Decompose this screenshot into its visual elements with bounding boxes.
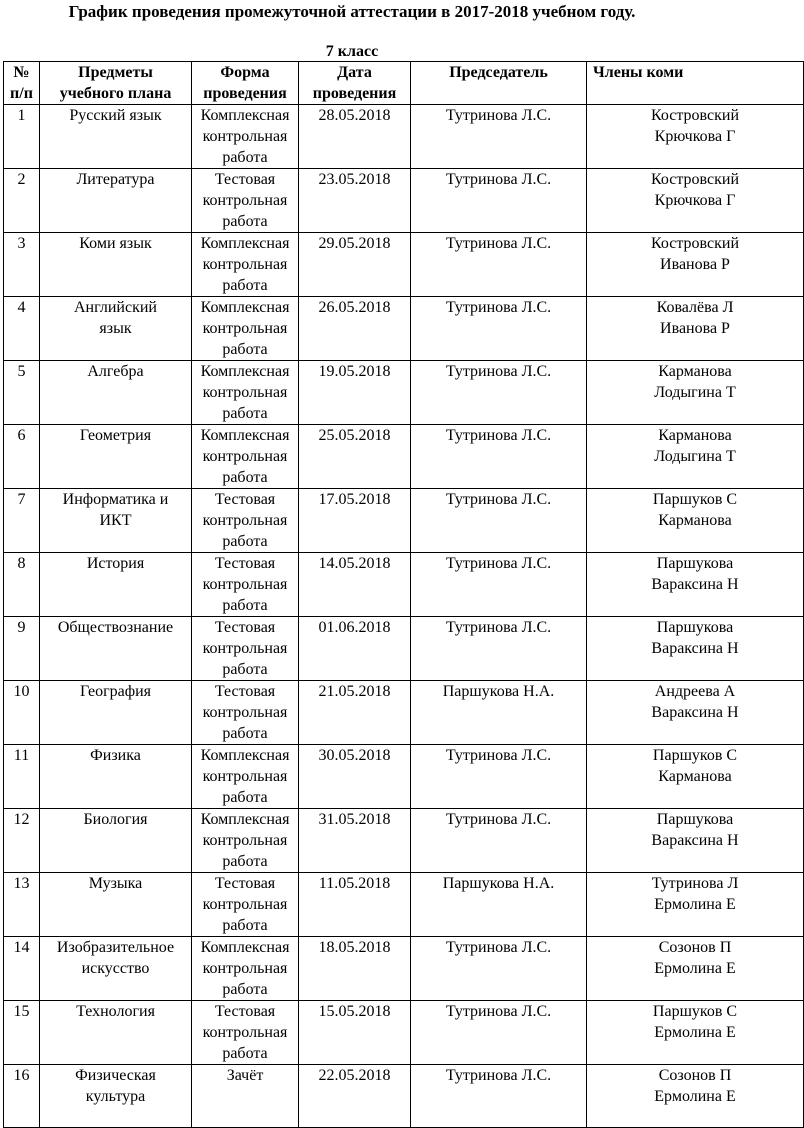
row-number: 14: [4, 937, 40, 1001]
members-cell: Костровский Иванова Р: [587, 233, 804, 297]
date-cell: 17.05.2018: [299, 489, 411, 553]
header-num: № п/п: [4, 62, 40, 105]
subject-cell: Биология: [40, 809, 192, 873]
subject-cell: Алгебра: [40, 361, 192, 425]
row-number: 13: [4, 873, 40, 937]
members-cell: Костровский Крючкова Г: [587, 105, 804, 169]
chair-cell: Тутринова Л.С.: [411, 937, 587, 1001]
table-row: [4, 553, 804, 617]
members-cell: Карманова Лодыгина Т: [587, 361, 804, 425]
members-cell: Тутринова Л Ермолина Е: [587, 873, 804, 937]
members-cell: Созонов П Ермолина Е: [587, 1065, 804, 1128]
date-cell: 11.05.2018: [299, 873, 411, 937]
form-cell: Комплексная контрольная работа: [192, 809, 299, 873]
subject-cell: Технология: [40, 1001, 192, 1065]
form-cell: Комплексная контрольная работа: [192, 297, 299, 361]
members-cell: Карманова Лодыгина Т: [587, 425, 804, 489]
table-row: [4, 745, 804, 809]
chair-cell: Паршукова Н.А.: [411, 873, 587, 937]
header-chair: Председатель: [411, 62, 587, 105]
table-row: [4, 937, 804, 1001]
subject-cell: География: [40, 681, 192, 745]
row-number: 9: [4, 617, 40, 681]
chair-cell: Паршукова Н.А.: [411, 681, 587, 745]
members-cell: Андреева А Вараксина Н: [587, 681, 804, 745]
date-cell: 22.05.2018: [299, 1065, 411, 1128]
form-cell: Зачёт: [192, 1065, 299, 1128]
form-cell: Тестовая контрольная работа: [192, 873, 299, 937]
members-cell: Ковалёва Л Иванова Р: [587, 297, 804, 361]
chair-cell: Тутринова Л.С.: [411, 233, 587, 297]
date-cell: 18.05.2018: [299, 937, 411, 1001]
form-cell: Комплексная контрольная работа: [192, 745, 299, 809]
table-row: [4, 105, 804, 169]
header-members: Члены коми: [587, 62, 804, 105]
members-cell: Костровский Крючкова Г: [587, 169, 804, 233]
table-row: [4, 425, 804, 489]
row-number: 3: [4, 233, 40, 297]
form-cell: Комплексная контрольная работа: [192, 361, 299, 425]
date-cell: 31.05.2018: [299, 809, 411, 873]
members-cell: Паршуков С Карманова: [587, 489, 804, 553]
row-number: 12: [4, 809, 40, 873]
class-subtitle: 7 класс: [325, 43, 379, 60]
chair-cell: Тутринова Л.С.: [411, 553, 587, 617]
chair-cell: Тутринова Л.С.: [411, 169, 587, 233]
chair-cell: Тутринова Л.С.: [411, 617, 587, 681]
subject-cell: Обществознание: [40, 617, 192, 681]
date-cell: 15.05.2018: [299, 1001, 411, 1065]
subject-cell: Информатика и ИКТ: [40, 489, 192, 553]
subject-cell: Физика: [40, 745, 192, 809]
date-cell: 01.06.2018: [299, 617, 411, 681]
subject-cell: История: [40, 553, 192, 617]
chair-cell: Тутринова Л.С.: [411, 1001, 587, 1065]
form-cell: Тестовая контрольная работа: [192, 553, 299, 617]
row-number: 7: [4, 489, 40, 553]
table-row: [4, 361, 804, 425]
subject-cell: Физическая культура: [40, 1065, 192, 1128]
subject-cell: Английский язык: [40, 297, 192, 361]
chair-cell: Тутринова Л.С.: [411, 297, 587, 361]
table-row: [4, 233, 804, 297]
members-cell: Созонов П Ермолина Е: [587, 937, 804, 1001]
row-number: 4: [4, 297, 40, 361]
form-cell: Тестовая контрольная работа: [192, 1001, 299, 1065]
date-cell: 30.05.2018: [299, 745, 411, 809]
table-row: [4, 1065, 804, 1128]
row-number: 8: [4, 553, 40, 617]
chair-cell: Тутринова Л.С.: [411, 1065, 587, 1128]
table-row: [4, 1001, 804, 1065]
schedule-table: [3, 61, 804, 1128]
date-cell: 23.05.2018: [299, 169, 411, 233]
subject-cell: Изобразительное искусство: [40, 937, 192, 1001]
date-cell: 19.05.2018: [299, 361, 411, 425]
date-cell: 14.05.2018: [299, 553, 411, 617]
header-subject: Предметы учебного плана: [40, 62, 192, 105]
chair-cell: Тутринова Л.С.: [411, 809, 587, 873]
members-cell: Паршукова Вараксина Н: [587, 553, 804, 617]
date-cell: 25.05.2018: [299, 425, 411, 489]
form-cell: Комплексная контрольная работа: [192, 937, 299, 1001]
members-cell: Паршуков С Ермолина Е: [587, 1001, 804, 1065]
form-cell: Тестовая контрольная работа: [192, 681, 299, 745]
chair-cell: Тутринова Л.С.: [411, 745, 587, 809]
date-cell: 21.05.2018: [299, 681, 411, 745]
members-cell: Паршукова Вараксина Н: [587, 809, 804, 873]
chair-cell: Тутринова Л.С.: [411, 489, 587, 553]
chair-cell: Тутринова Л.С.: [411, 425, 587, 489]
table-row: [4, 617, 804, 681]
form-cell: Тестовая контрольная работа: [192, 169, 299, 233]
header-date: Дата проведения: [299, 62, 411, 105]
table-row: [4, 681, 804, 745]
header-form: Форма проведения: [192, 62, 299, 105]
row-number: 10: [4, 681, 40, 745]
table-row: [4, 297, 804, 361]
subject-cell: Литература: [40, 169, 192, 233]
chair-cell: Тутринова Л.С.: [411, 361, 587, 425]
row-number: 1: [4, 105, 40, 169]
subject-cell: Музыка: [40, 873, 192, 937]
form-cell: Комплексная контрольная работа: [192, 233, 299, 297]
form-cell: Тестовая контрольная работа: [192, 617, 299, 681]
row-number: 16: [4, 1065, 40, 1128]
members-cell: Паршуков С Карманова: [587, 745, 804, 809]
chair-cell: Тутринова Л.С.: [411, 105, 587, 169]
header-row: [4, 62, 804, 105]
date-cell: 26.05.2018: [299, 297, 411, 361]
row-number: 5: [4, 361, 40, 425]
date-cell: 29.05.2018: [299, 233, 411, 297]
subject-cell: Русский язык: [40, 105, 192, 169]
schedule-table-container: [0, 61, 740, 1116]
table-row: [4, 489, 804, 553]
document-title: График проведения промежуточной аттестации в 2017-2018 учебном году.: [68, 2, 636, 21]
table-row: [4, 169, 804, 233]
row-number: 2: [4, 169, 40, 233]
row-number: 6: [4, 425, 40, 489]
subject-cell: Коми язык: [40, 233, 192, 297]
table-row: [4, 809, 804, 873]
row-number: 11: [4, 745, 40, 809]
members-cell: Паршукова Вараксина Н: [587, 617, 804, 681]
form-cell: Тестовая контрольная работа: [192, 489, 299, 553]
subject-cell: Геометрия: [40, 425, 192, 489]
row-number: 15: [4, 1001, 40, 1065]
form-cell: Комплексная контрольная работа: [192, 105, 299, 169]
date-cell: 28.05.2018: [299, 105, 411, 169]
table-row: [4, 873, 804, 937]
form-cell: Комплексная контрольная работа: [192, 425, 299, 489]
